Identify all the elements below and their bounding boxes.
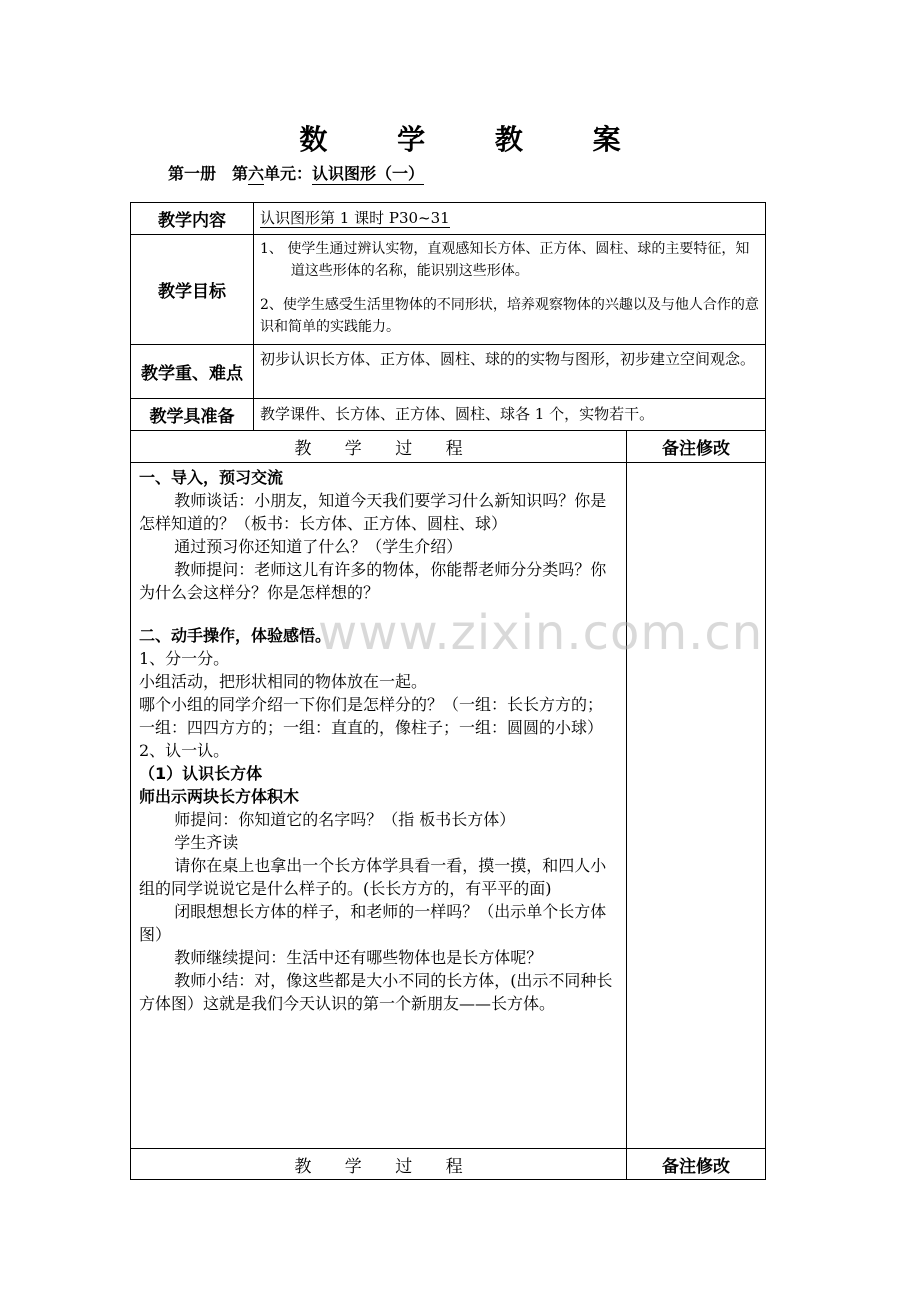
section-1-title: 一、导入，预习交流	[139, 468, 284, 487]
content-label: 教学内容	[130, 202, 254, 235]
watermark: www.zixin.com.cn	[318, 605, 764, 661]
materials-value: 教学课件、长方体、正方体、圆柱、球各 1 个，实物若干。	[253, 398, 766, 431]
paragraph-13: 教师小结：对，像这些都是大小不同的长方体，(出示不同种长方体图）这就是我们今天认识的第一个新朋友——长方体。	[139, 971, 613, 1013]
remarks-column	[626, 462, 766, 1149]
process-footer-right: 备注修改	[626, 1148, 766, 1180]
paragraph-10: 请你在桌上也拿出一个长方体学具看一看，摸一摸，和四人小组的同学说说它是什么样子的。(长长方方的，有平平的面)	[139, 856, 607, 898]
process-footer-left: 教 学 过 程	[130, 1148, 627, 1180]
paragraph-12: 教师继续提问：生活中还有哪些物体也是长方体呢？	[174, 948, 543, 967]
goal-item-2: 2、使学生感受生活里物体的不同形状，培养观察物体的兴趣以及与他人合作的意识和简单的实践能力。	[260, 297, 759, 335]
page-title: 数 学 教 案	[299, 123, 651, 156]
content-value	[253, 202, 766, 235]
subtitle-prefix: 第一册 第	[168, 164, 249, 183]
process-header-right: 备注修改	[626, 430, 766, 463]
subtitle-mid: 单元：	[264, 164, 313, 183]
paragraph-2: 通过预习你还知道了什么？（学生介绍）	[174, 537, 463, 556]
section-3-title: （1）认识长方体	[139, 764, 263, 783]
paragraph-9: 学生齐读	[174, 833, 239, 852]
keypoints-value: 初步认识长方体、正方体、圆柱、球的的实物与图形，初步建立空间观念。	[253, 344, 766, 399]
subtitle	[168, 161, 424, 185]
paragraph-3: 教师提问：老师这儿有许多的物体，你能帮老师分分类吗？你为什么会这样分？你是怎样想的？	[139, 560, 607, 602]
paragraph-8: 师提问：你知道它的名字吗？（指 板书长方体）	[174, 810, 516, 829]
materials-label: 教学具准备	[130, 398, 254, 431]
process-header-left: 教 学 过 程	[130, 430, 627, 463]
unit-number: 六	[248, 161, 264, 185]
section-4-title: 师出示两块长方体积木	[139, 787, 300, 806]
section-2-title: 二、动手操作，体验感悟。	[139, 626, 332, 645]
goal-item-1: 1、 使学生通过辨认实物，直观感知长方体、正方体、圆柱、球的主要特征，知道这些形体的名称，能识别这些形体。	[260, 241, 750, 279]
goals-value	[253, 234, 766, 345]
content-value-text: 认识图形第 1 课时 P30~31	[260, 209, 450, 227]
unit-name: 认识图形（一）	[312, 161, 424, 185]
keypoints-label: 教学重、难点	[130, 344, 254, 399]
process-body	[130, 462, 627, 1149]
paragraph-5: 小组活动，把形状相同的物体放在一起。	[139, 672, 428, 691]
paragraph-7: 2、认一认。	[139, 741, 230, 760]
paragraph-4: 1、分一分。	[139, 649, 230, 668]
goals-label: 教学目标	[130, 234, 254, 345]
paragraph-6: 哪个小组的同学介绍一下你们是怎样分的？（一组：长长方方的；一组：四四方方的；一组：直直的，像柱子；一组：圆圆的小球）	[139, 695, 604, 737]
paragraph-1: 教师谈话：小朋友，知道今天我们要学习什么新知识吗？你是怎样知道的？（板书：长方体、正方体、圆柱、球）	[139, 491, 607, 533]
paragraph-11: 闭眼想想长方体的样子，和老师的一样吗？（出示单个长方体图）	[139, 902, 607, 944]
